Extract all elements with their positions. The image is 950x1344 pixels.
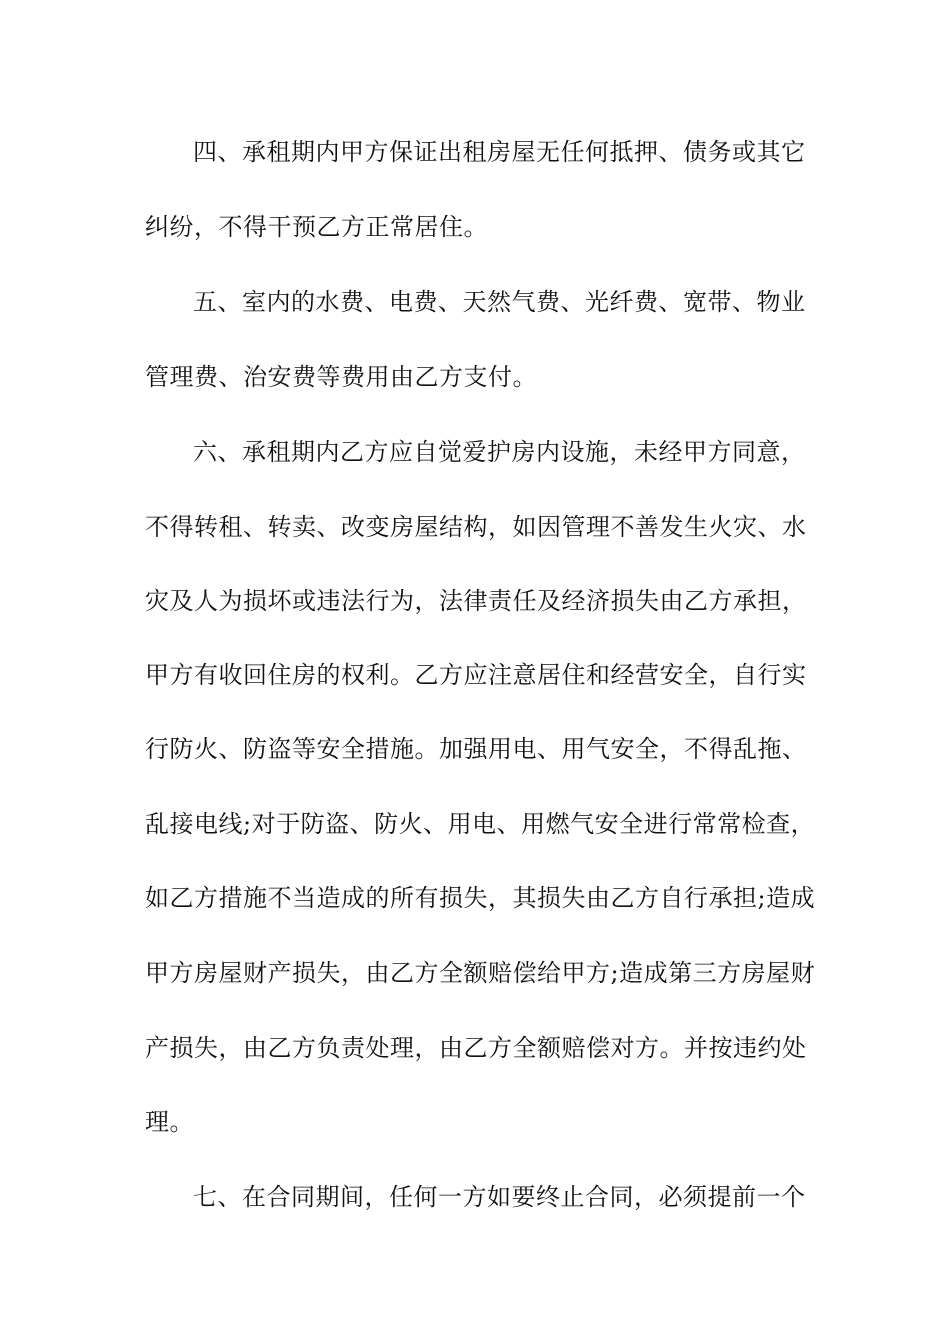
clause-5-line-1: 五、室内的水费、电费、天然气费、光纤费、宽带、物业 <box>193 288 806 316</box>
clause-7-line-1: 七、在合同期间，任何一方如要终止合同，必须提前一个 <box>193 1183 806 1211</box>
clause-4-line-2: 纠纷，不得干预乙方正常居住。 <box>145 213 488 241</box>
clause-6-line-4: 甲方有收回住房的权利。乙方应注意居住和经营安全，自行实 <box>145 661 807 689</box>
clause-6-line-8: 甲方房屋财产损失，由乙方全额赔偿给甲方;造成第三方房屋财 <box>145 959 816 987</box>
clause-6-line-1: 六、承租期内乙方应自觉爱护房内设施，未经甲方同意， <box>193 438 806 466</box>
clause-6-line-9: 产损失，由乙方负责处理，由乙方全额赔偿对方。并按违约处 <box>145 1034 807 1062</box>
clause-5-line-2: 管理费、治安费等费用由乙方支付。 <box>145 363 537 391</box>
clause-6-line-3: 灾及人为损坏或违法行为，法律责任及经济损失由乙方承担， <box>145 587 807 615</box>
clause-6-line-7: 如乙方措施不当造成的所有损失，其损失由乙方自行承担;造成 <box>145 884 816 912</box>
clause-6-line-5: 行防火、防盗等安全措施。加强用电、用气安全，不得乱拖、 <box>145 735 807 763</box>
clause-4-line-1: 四、承租期内甲方保证出租房屋无任何抵押、债务或其它 <box>193 138 806 166</box>
clause-6-line-2: 不得转租、转卖、改变房屋结构，如因管理不善发生火灾、水 <box>145 513 807 541</box>
clause-6-line-6: 乱接电线;对于防盗、防火、用电、用燃气安全进行常常检查， <box>145 810 816 838</box>
clause-6-line-10: 理。 <box>145 1108 194 1136</box>
